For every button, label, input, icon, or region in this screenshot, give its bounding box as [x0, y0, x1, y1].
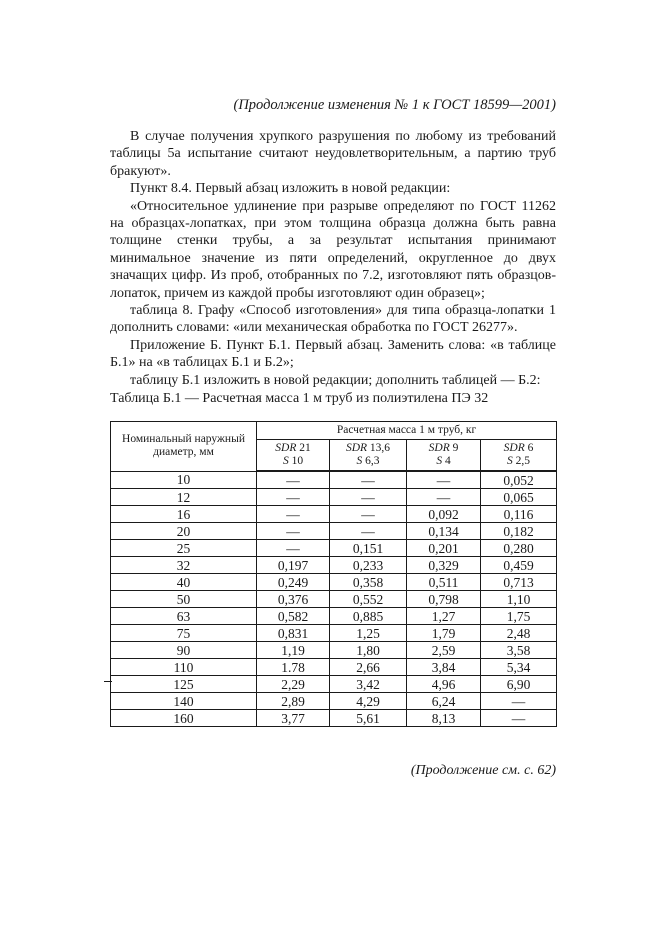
paragraph: Пункт 8.4. Первый абзац изложить в новой редакции: — [130, 181, 451, 197]
continuation-header: (Продолжение изменения № 1 к ГОСТ 18599—2001) — [233, 97, 556, 113]
sdr-label: SDR — [503, 442, 525, 454]
sdr-label: SDR — [345, 442, 368, 454]
s-label: S — [356, 455, 363, 467]
mass-cell: 3,42 — [330, 676, 407, 693]
mass-cell: 0,197 — [257, 557, 330, 574]
table-row — [111, 642, 557, 659]
col-header-diameter: Номинальный наружный диаметр, мм — [111, 422, 257, 472]
mass-cell: 0,201 — [407, 540, 481, 557]
diameter-cell: 90 — [111, 642, 257, 659]
mass-cell: 0,151 — [330, 540, 407, 557]
table-row — [111, 608, 557, 625]
mass-cell: 2,66 — [330, 659, 407, 676]
mass-cell: 0,065 — [481, 489, 557, 506]
mass-cell: 2,89 — [257, 693, 330, 710]
sdr-value: 9 — [452, 442, 459, 454]
mass-table — [110, 421, 557, 727]
mass-cell: — — [330, 471, 407, 489]
s-label: S — [507, 455, 513, 467]
mass-cell: 0,134 — [407, 523, 481, 540]
s-value: 6,3 — [365, 455, 380, 467]
mass-cell: — — [257, 471, 330, 489]
diameter-cell: 10 — [111, 471, 257, 489]
mass-cell: 0,249 — [257, 574, 330, 591]
paragraph: В случае получения хрупкого разрушения по любому из требований таблицы 5а испытание считают неудовлетворительным, а партию труб бракуют». — [110, 129, 556, 179]
sdr-header — [330, 440, 407, 472]
diameter-cell: 140 — [111, 693, 257, 710]
mass-cell: — — [481, 693, 557, 710]
mass-cell: 1,25 — [330, 625, 407, 642]
table-row — [111, 574, 557, 591]
mass-cell: 2,59 — [407, 642, 481, 659]
sdr-header — [481, 440, 557, 472]
mass-cell: 0,831 — [257, 625, 330, 642]
sdr-label: SDR — [428, 442, 450, 454]
mass-cell: 0,092 — [407, 506, 481, 523]
s-label: S — [436, 455, 443, 467]
mass-cell: 0,358 — [330, 574, 407, 591]
s-value: 4 — [444, 455, 451, 467]
mass-cell: 0,713 — [481, 574, 557, 591]
diameter-cell: 16 — [111, 506, 257, 523]
mass-cell: 1,27 — [407, 608, 481, 625]
mass-cell: 0,885 — [330, 608, 407, 625]
diameter-cell: 32 — [111, 557, 257, 574]
mass-cell: 0,552 — [330, 591, 407, 608]
mass-cell: — — [330, 523, 407, 540]
mass-cell: 0,233 — [330, 557, 407, 574]
mass-cell: 1,80 — [330, 642, 407, 659]
table-row — [111, 471, 557, 489]
paragraph: «Относительное удлинение при разрыве определяют по ГОСТ 11262 на образцах-лопатках, при этом толщина образца должна быть равна толщине стенки трубы, а за результат испытания принимают минимальное значение из пяти определений, округленное до двух значащих цифр. Из проб, отобранных по 7.2, изготовляют пять образцов-лопаток, причем из каждой пробы изготовляют один образец»; — [110, 198, 556, 301]
mass-cell: 1,79 — [407, 625, 481, 642]
mass-cell: — — [481, 710, 557, 727]
table-row — [111, 625, 557, 642]
table-caption: Таблица Б.1 — Расчетная масса 1 м труб из полиэтилена ПЭ 32 — [110, 391, 489, 406]
table-row — [111, 523, 557, 540]
mass-cell: 3,84 — [407, 659, 481, 676]
stray-mark — [104, 681, 112, 682]
mass-cell: 4,96 — [407, 676, 481, 693]
mass-cell: 0,511 — [407, 574, 481, 591]
sdr-value: 13,6 — [369, 442, 391, 454]
mass-cell: 0,582 — [257, 608, 330, 625]
table-row — [111, 591, 557, 608]
sdr-label: SDR — [275, 442, 297, 454]
mass-cell: 0,052 — [481, 471, 557, 489]
diameter-cell: 20 — [111, 523, 257, 540]
mass-cell: 2,48 — [481, 625, 557, 642]
s-value: 2,5 — [515, 455, 530, 467]
diameter-cell: 12 — [111, 489, 257, 506]
mass-cell: 0,280 — [481, 540, 557, 557]
mass-cell: 8,13 — [407, 710, 481, 727]
diameter-cell: 160 — [111, 710, 257, 727]
sdr-header — [407, 440, 481, 472]
diameter-cell: 50 — [111, 591, 257, 608]
mass-cell: 5,61 — [330, 710, 407, 727]
sdr-value: 6 — [527, 442, 534, 454]
table-row — [111, 489, 557, 506]
s-value: 10 — [291, 455, 304, 467]
col-group-header: Расчетная масса 1 м труб, кг — [257, 422, 557, 440]
table-row — [111, 693, 557, 710]
mass-cell: 3,77 — [257, 710, 330, 727]
mass-cell: 4,29 — [330, 693, 407, 710]
mass-cell: 1,75 — [481, 608, 557, 625]
table-row — [111, 676, 557, 693]
body-text — [110, 128, 556, 389]
paragraph: Приложение Б. Пункт Б.1. Первый абзац. Заменить слова: «в таблице Б.1» на «в таблицах Б.1 и Б.2»; — [110, 337, 556, 371]
mass-cell: — — [257, 523, 330, 540]
diameter-cell: 110 — [111, 659, 257, 676]
sdr-header — [257, 440, 330, 472]
mass-cell: 5,34 — [481, 659, 557, 676]
mass-cell: 0,329 — [407, 557, 481, 574]
mass-cell: 0,459 — [481, 557, 557, 574]
table-row — [111, 540, 557, 557]
table-row — [111, 557, 557, 574]
mass-cell: 0,798 — [407, 591, 481, 608]
mass-cell: 0,116 — [481, 506, 557, 523]
diameter-cell: 40 — [111, 574, 257, 591]
table-row — [111, 506, 557, 523]
mass-cell: 0,376 — [257, 591, 330, 608]
diameter-cell: 75 — [111, 625, 257, 642]
mass-cell: 2,29 — [257, 676, 330, 693]
mass-cell: — — [330, 506, 407, 523]
diameter-cell: 63 — [111, 608, 257, 625]
table-row — [111, 659, 557, 676]
mass-cell: 6,90 — [481, 676, 557, 693]
mass-cell: — — [407, 489, 481, 506]
sdr-value: 21 — [299, 442, 311, 454]
mass-cell: 1.78 — [257, 659, 330, 676]
mass-cell: 1,19 — [257, 642, 330, 659]
mass-cell: — — [330, 489, 407, 506]
paragraph: таблица 8. Графу «Способ изготовления» для типа образца-лопатки 1 дополнить словами: «или механическая обработка по ГОСТ 26277». — [110, 303, 556, 336]
mass-cell: 3,58 — [481, 642, 557, 659]
continuation-footer: (Продолжение см. с. 62) — [410, 763, 556, 778]
mass-cell: — — [257, 489, 330, 506]
diameter-cell: 25 — [111, 540, 257, 557]
mass-cell: 6,24 — [407, 693, 481, 710]
mass-cell: — — [257, 506, 330, 523]
diameter-cell: 125 — [111, 676, 257, 693]
s-label: S — [282, 455, 289, 467]
table-row — [111, 710, 557, 727]
mass-cell: — — [257, 540, 330, 557]
mass-cell: 1,10 — [481, 591, 557, 608]
mass-cell: 0,182 — [481, 523, 557, 540]
paragraph: таблицу Б.1 изложить в новой редакции; дополнить таблицей — Б.2: — [130, 372, 541, 388]
mass-cell: — — [407, 471, 481, 489]
